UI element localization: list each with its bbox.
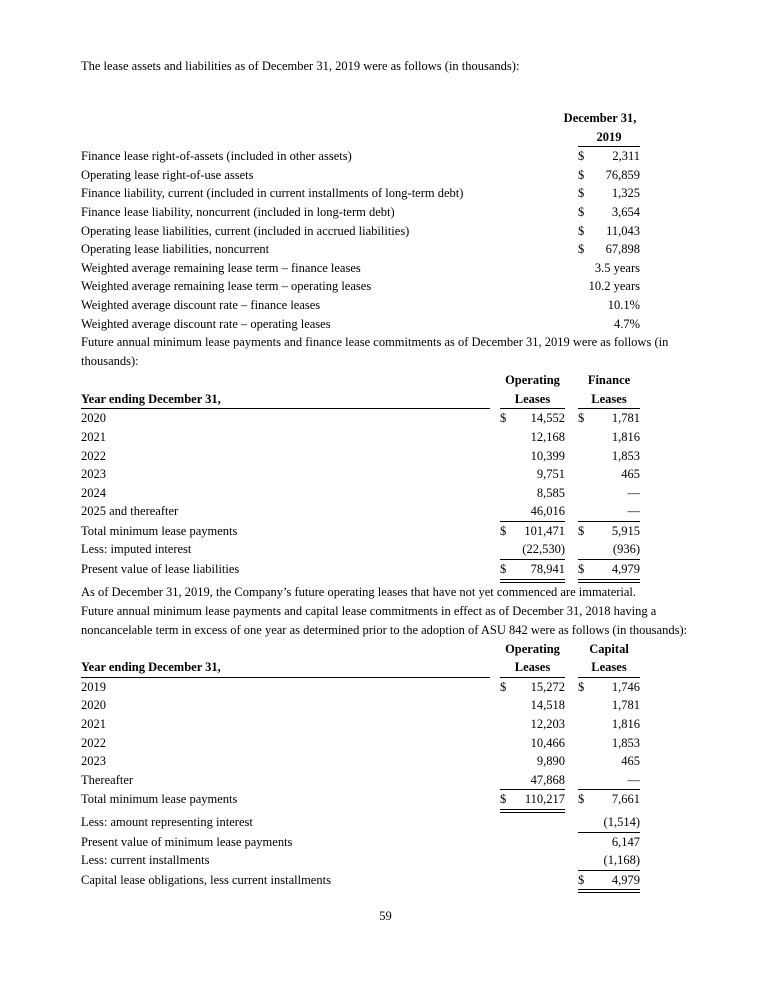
amount: 1,816 xyxy=(611,429,640,444)
table-row xyxy=(81,696,640,715)
table-row xyxy=(81,833,640,852)
dollar-sign: $ xyxy=(578,223,585,238)
row-label: 2022 xyxy=(81,448,106,463)
table-header-row xyxy=(81,109,640,128)
em-dash: — xyxy=(627,772,640,787)
table-row xyxy=(81,502,640,522)
dollar-sign: $ xyxy=(578,872,585,887)
spacer xyxy=(81,128,578,148)
amount: 12,168 xyxy=(530,429,565,444)
row-label: Total minimum lease payments xyxy=(81,523,238,538)
dollar-sign: $ xyxy=(578,679,585,694)
operating-cell xyxy=(500,484,565,503)
amount: 8,585 xyxy=(536,485,565,500)
year-ending-header: Year ending December 31, xyxy=(81,658,490,678)
capital-cell xyxy=(578,871,640,894)
capital-cell xyxy=(578,678,640,697)
row-label: 2022 xyxy=(81,735,106,750)
dollar-sign: $ xyxy=(578,149,585,164)
capital-cell xyxy=(578,752,640,771)
row-label: Less: current installments xyxy=(81,853,210,868)
finance-cell xyxy=(578,502,640,522)
finance-cell xyxy=(578,465,640,484)
amount: 3.5 years xyxy=(594,260,640,275)
amount: (936) xyxy=(612,542,640,557)
capital-cell xyxy=(578,790,640,813)
operating-cell xyxy=(500,871,565,894)
table-row xyxy=(81,540,640,560)
amount: 6,147 xyxy=(611,834,640,849)
value-cell xyxy=(578,184,640,203)
amount: 1,853 xyxy=(611,735,640,750)
row-label: Operating lease right-of-use assets xyxy=(81,167,254,182)
amount: 11,043 xyxy=(606,223,640,238)
operating-cell xyxy=(500,790,565,813)
table-row xyxy=(81,560,640,583)
amount: 5,915 xyxy=(611,523,640,538)
operating-leases-header: Operating Leases xyxy=(500,371,565,409)
table-row xyxy=(81,871,640,894)
amount: 76,859 xyxy=(605,167,640,182)
amount: 1,781 xyxy=(611,411,640,426)
dollar-sign: $ xyxy=(578,523,585,538)
amount: 9,751 xyxy=(536,467,565,482)
amount: 9,890 xyxy=(536,754,565,769)
operating-cell xyxy=(500,540,565,560)
finance-cell xyxy=(578,560,640,583)
table-row xyxy=(81,147,640,166)
table-row xyxy=(81,851,640,871)
dollar-sign: $ xyxy=(500,411,507,426)
capital-cell xyxy=(578,833,640,852)
table-row xyxy=(81,428,640,447)
amount: 67,898 xyxy=(605,242,640,257)
finance-cell xyxy=(578,522,640,541)
table-row xyxy=(81,447,640,466)
value-cell xyxy=(578,203,640,222)
capital-cell xyxy=(578,696,640,715)
dollar-sign: $ xyxy=(578,411,585,426)
lease-assets-liabilities-table xyxy=(81,109,640,333)
finance-cell xyxy=(578,447,640,466)
dollar-sign: $ xyxy=(500,792,507,807)
table-row xyxy=(81,184,640,203)
finance-cell xyxy=(578,484,640,503)
row-label: 2024 xyxy=(81,485,106,500)
finance-cell xyxy=(578,409,640,428)
amount: 465 xyxy=(621,467,640,482)
amount: 7,661 xyxy=(611,792,640,807)
value-cell xyxy=(578,147,640,166)
dollar-sign: $ xyxy=(500,679,507,694)
row-label: Finance lease right-of-assets (included in other assets) xyxy=(81,149,352,164)
dollar-sign: $ xyxy=(578,242,585,257)
table-row xyxy=(81,465,640,484)
row-label: Thereafter xyxy=(81,772,134,787)
future-payments-2018-table xyxy=(81,640,640,894)
amount: 10,399 xyxy=(530,448,565,463)
row-label: 2023 xyxy=(81,467,106,482)
value-cell xyxy=(578,240,640,259)
table-row xyxy=(81,522,640,541)
column-header-date: December 31, xyxy=(563,111,637,125)
amount: 10.2 years xyxy=(588,279,640,294)
value-cell xyxy=(578,277,640,296)
table-row xyxy=(81,813,640,833)
operating-cell xyxy=(500,813,565,833)
table-row xyxy=(81,296,640,315)
row-label: Total minimum lease payments xyxy=(81,792,238,807)
amount: 1,816 xyxy=(611,717,640,732)
table-header-row xyxy=(81,128,640,148)
operating-cell xyxy=(500,502,565,522)
dollar-sign: $ xyxy=(500,562,507,577)
value-cell xyxy=(578,166,640,185)
table-row xyxy=(81,315,640,334)
table-row xyxy=(81,715,640,734)
amount: 4.7% xyxy=(613,316,640,331)
amount: 110,217 xyxy=(524,792,565,807)
amount: 14,518 xyxy=(530,698,565,713)
operating-cell xyxy=(500,851,565,871)
value-cell xyxy=(578,222,640,241)
table-header-row xyxy=(81,371,640,409)
capital-leases-header: Capital Leases xyxy=(578,640,640,678)
operating-cell xyxy=(500,447,565,466)
dollar-sign: $ xyxy=(578,562,585,577)
intro-paragraph: The lease assets and liabilities as of December 31, 2019 were as follows (in thousands): xyxy=(81,59,520,73)
dollar-sign: $ xyxy=(578,792,585,807)
row-label: Weighted average remaining lease term – operating leases xyxy=(81,279,372,294)
table-row xyxy=(81,166,640,185)
amount: (1,514) xyxy=(603,815,640,829)
capital-cell xyxy=(578,813,640,833)
table-row xyxy=(81,222,640,241)
row-label: 2020 xyxy=(81,698,106,713)
table-row xyxy=(81,484,640,503)
value-cell xyxy=(578,315,640,334)
amount: 4,979 xyxy=(611,562,640,577)
not-commenced-paragraph: As of December 31, 2019, the Company’s future operating leases that have not yet commenced are immaterial. xyxy=(81,584,637,599)
future-payments-2018-paragraph: Future annual minimum lease payments and capital lease commitments in effect as of December 31, 2018 having a noncancelable term in excess of one year as determined prior to the adoption of ASU 842 were as follows (in thousands): xyxy=(81,603,688,637)
amount: 3,654 xyxy=(611,204,640,219)
row-label: 2021 xyxy=(81,429,106,444)
amount: 78,941 xyxy=(530,562,565,577)
operating-cell xyxy=(500,715,565,734)
operating-cell xyxy=(500,560,565,583)
dollar-sign: $ xyxy=(500,523,507,538)
table-row xyxy=(81,734,640,753)
em-dash: — xyxy=(627,485,640,500)
operating-leases-header: Operating Leases xyxy=(500,640,565,678)
amount: 4,979 xyxy=(611,872,640,887)
row-label: Finance liability, current (included in current installments of long-term debt) xyxy=(81,186,464,201)
spacer xyxy=(81,109,578,128)
future-payments-2019-table xyxy=(81,371,640,583)
row-label: 2020 xyxy=(81,411,106,426)
operating-cell xyxy=(500,428,565,447)
amount: 10,466 xyxy=(530,735,565,750)
row-label: Less: imputed interest xyxy=(81,542,192,557)
operating-cell xyxy=(500,522,565,541)
table-header-row xyxy=(81,640,640,678)
table-row xyxy=(81,259,640,278)
operating-cell xyxy=(500,696,565,715)
amount: 47,868 xyxy=(530,772,565,787)
value-cell xyxy=(578,259,640,278)
row-label: 2023 xyxy=(81,754,106,769)
operating-cell xyxy=(500,734,565,753)
row-label: Operating lease liabilities, current (included in accrued liabilities) xyxy=(81,223,410,238)
em-dash: — xyxy=(627,504,640,519)
amount: 1,746 xyxy=(611,679,640,694)
amount: 14,552 xyxy=(530,411,565,426)
row-label: Less: amount representing interest xyxy=(81,815,253,829)
amount: 1,781 xyxy=(611,698,640,713)
operating-cell xyxy=(500,409,565,428)
operating-cell xyxy=(500,833,565,852)
table-row xyxy=(81,277,640,296)
row-label: 2021 xyxy=(81,717,106,732)
amount: (22,530) xyxy=(522,542,565,557)
table-row xyxy=(81,790,640,813)
operating-cell xyxy=(500,678,565,697)
row-label: Present value of minimum lease payments xyxy=(81,834,293,849)
table-row xyxy=(81,409,640,428)
capital-cell xyxy=(578,715,640,734)
table-row xyxy=(81,752,640,771)
operating-cell xyxy=(500,465,565,484)
row-label: Operating lease liabilities, noncurrent xyxy=(81,242,270,257)
finance-leases-header: Finance Leases xyxy=(578,371,640,409)
row-label: Capital lease obligations, less current installments xyxy=(81,872,331,887)
page-number: 59 xyxy=(379,909,392,924)
future-payments-2019-paragraph: Future annual minimum lease payments and finance lease commitments as of December 31, 2019 were as follows (in thousands): xyxy=(81,335,669,369)
row-label: 2019 xyxy=(81,679,106,694)
finance-cell xyxy=(578,428,640,447)
amount: 12,203 xyxy=(530,717,565,732)
table-row xyxy=(81,240,640,259)
amount: 1,325 xyxy=(611,186,640,201)
amount: 15,272 xyxy=(530,679,565,694)
row-label: Finance lease liability, noncurrent (included in long-term debt) xyxy=(81,204,395,219)
capital-cell xyxy=(578,851,640,871)
amount: 465 xyxy=(621,754,640,769)
amount: 46,016 xyxy=(530,504,565,519)
operating-cell xyxy=(500,752,565,771)
amount: 10.1% xyxy=(607,297,640,312)
capital-cell xyxy=(578,734,640,753)
table-row xyxy=(81,678,640,697)
row-label: Weighted average discount rate – finance leases xyxy=(81,297,321,312)
row-label: 2025 and thereafter xyxy=(81,504,179,519)
row-label: Present value of lease liabilities xyxy=(81,562,240,577)
amount: 2,311 xyxy=(612,149,640,164)
dollar-sign: $ xyxy=(578,204,585,219)
dollar-sign: $ xyxy=(578,186,585,201)
row-label: Weighted average discount rate – operating leases xyxy=(81,316,331,331)
value-cell xyxy=(578,296,640,315)
finance-cell xyxy=(578,540,640,560)
year-ending-header: Year ending December 31, xyxy=(81,390,490,410)
table-row xyxy=(81,771,640,791)
amount: 1,853 xyxy=(611,448,640,463)
column-header-year: 2019 xyxy=(578,128,640,148)
operating-cell xyxy=(500,771,565,791)
row-label: Weighted average remaining lease term – finance leases xyxy=(81,260,361,275)
capital-cell xyxy=(578,771,640,791)
table-row xyxy=(81,203,640,222)
amount: 101,471 xyxy=(524,523,565,538)
amount: (1,168) xyxy=(603,853,640,868)
dollar-sign: $ xyxy=(578,167,585,182)
